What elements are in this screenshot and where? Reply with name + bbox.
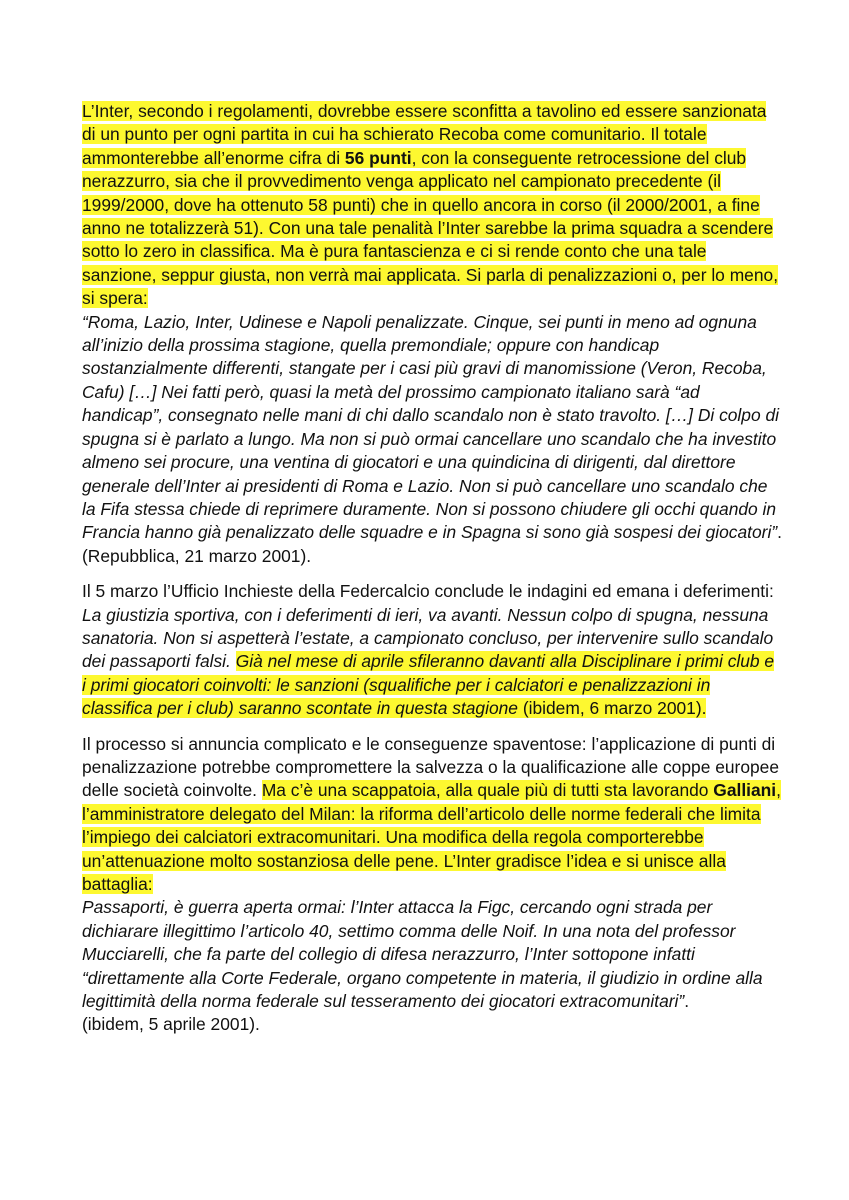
quote-repubblica-21-march [82,311,782,568]
paragraph-rest-text: , con la conseguente retrocessione del club nerazzurro, sia che il provvedimento venga applicato nel campionato precedente (il 1999/2000, dove ha ottenuto 58 punti) che in quello ancora in corso (il 2000/2001, a fine anno ne totalizzerà 51). Con una tale penalità l’Inter sarebbe la prima squadra a scendere sotto lo zero in classifica. Ma è pura fantascienza e ci si rende conto che una tale sanzione, seppur giusta, non verrà mai applicata. Si parla di penalizzazioni o, per lo meno, si spera: [82,147,779,309]
highlight-end-text: , l’amministratore delegato del Milan: la riforma dell’articolo delle norme federali che limita l’impiego dei calciatori extracomunitari. Una modifica della regola comporterebbe un’attenuazione molto sostanziosa delle pene. L’Inter gradisce l’idea e si unisce alla battaglia: [82,780,781,894]
quote-ibidem-6-march [82,604,782,721]
quote-ibidem-5-april [82,896,782,1036]
paragraph-processo-galliani [82,733,782,897]
highlight-start-text: Ma c’è una scappatoia, alla quale più di tutti sta lavorando [261,780,714,801]
quote-text-italic: Passaporti, è guerra aperta ormai: l’Inter attacca la Figc, cercando ogni strada per dichiarare illegittimo l’articolo 40, settimo comma delle Noif. In una nota del professor Mucciarelli, che fa parte del collegio di difesa nerazzurro, l’Inter sottopone infatti “direttamente alla Corte Federale, organo competente in materia, il giudizio in ordine alla legittimità della norma federale sul tesseramento dei giocatori extracomunitari” [82,897,763,1012]
paragraph-inter-penalty [82,100,782,311]
paragraph-text: Il 5 marzo l’Ufficio Inchieste della Federcalcio conclude le indagini ed emana i deferimenti: [82,581,774,602]
paragraph-ufficio-inchieste [82,580,782,603]
paragraph-intro-text: L’Inter, secondo i regolamenti, dovrebbe essere sconfitta a tavolino ed essere sanzionata di un punto per ogni partita in cui ha schierato Recoba come comunitario. Il totale ammonterebbe all’enorme cifra di [82,101,767,168]
quote-end-dot: . [684,991,690,1012]
bold-galliani: Galliani [713,780,777,801]
document-page [82,100,782,1037]
quote-plain-italic: La giustizia sportiva, con i deferimenti di ieri, va avanti. Nessun colpo di spugna, nessuna sanatoria. Non si aspetterà l’estate, a campionato concluso, per intervenire sullo scandalo dei passaporti falsi. [82,604,774,672]
paragraph-plain-text: Il processo si annuncia complicato e le conseguenze spaventose: l’applicazione di punti di penalizzazione potrebbe compromettere la salvezza o la qualificazione alle coppe europee delle società coinvolte. [82,733,780,801]
quote-highlighted-italic: Già nel mese di aprile sfileranno davanti alla Disciplinare i primi club e i primi giocatori coinvolti: le sanzioni (squalifiche per i calciatori e penalizzazioni in classifica per i club) saranno scontate in questa stagione [82,651,775,719]
quote-source: (ibidem, 5 aprile 2001). [82,1014,260,1035]
quote-source: . (Repubblica, 21 marzo 2001). [82,522,782,566]
quote-text-italic: “Roma, Lazio, Inter, Udinese e Napoli penalizzate. Cinque, sei punti in meno ad ognuna all’inizio della prossima stagione, quella premondiale; oppure con handicap sostanzialmente differenti, stangate per i casi più gravi di manomissione (Veron, Recoba, Cafu) […] Nei fatti però, quasi la metà del prossimo campionato italiano sarà “ad handicap”, consegnato nelle mani di chi dallo scandalo non è stato travolto. […] Di colpo di spugna si è parlato a lungo. Ma non si può ormai cancellare uno scandalo che ha investito almeno sei procure, una ventina di giocatori e una quindicina di dirigenti, dal direttore generale dell’Inter ai presidenti di Roma e Lazio. Non si può cancellare uno scandalo che la Fifa stessa chiede di reprimere duramente. Non si possono chiudere gli occhi quando in Francia hanno già penalizzato delle squadre e in Spagna si sono già sospesi dei giocatori” [82,311,780,543]
highlight-inter-penalty [82,101,778,308]
quote-source-highlighted: (ibidem, 6 marzo 2001). [517,698,707,719]
bold-56-points: 56 punti [344,147,412,168]
